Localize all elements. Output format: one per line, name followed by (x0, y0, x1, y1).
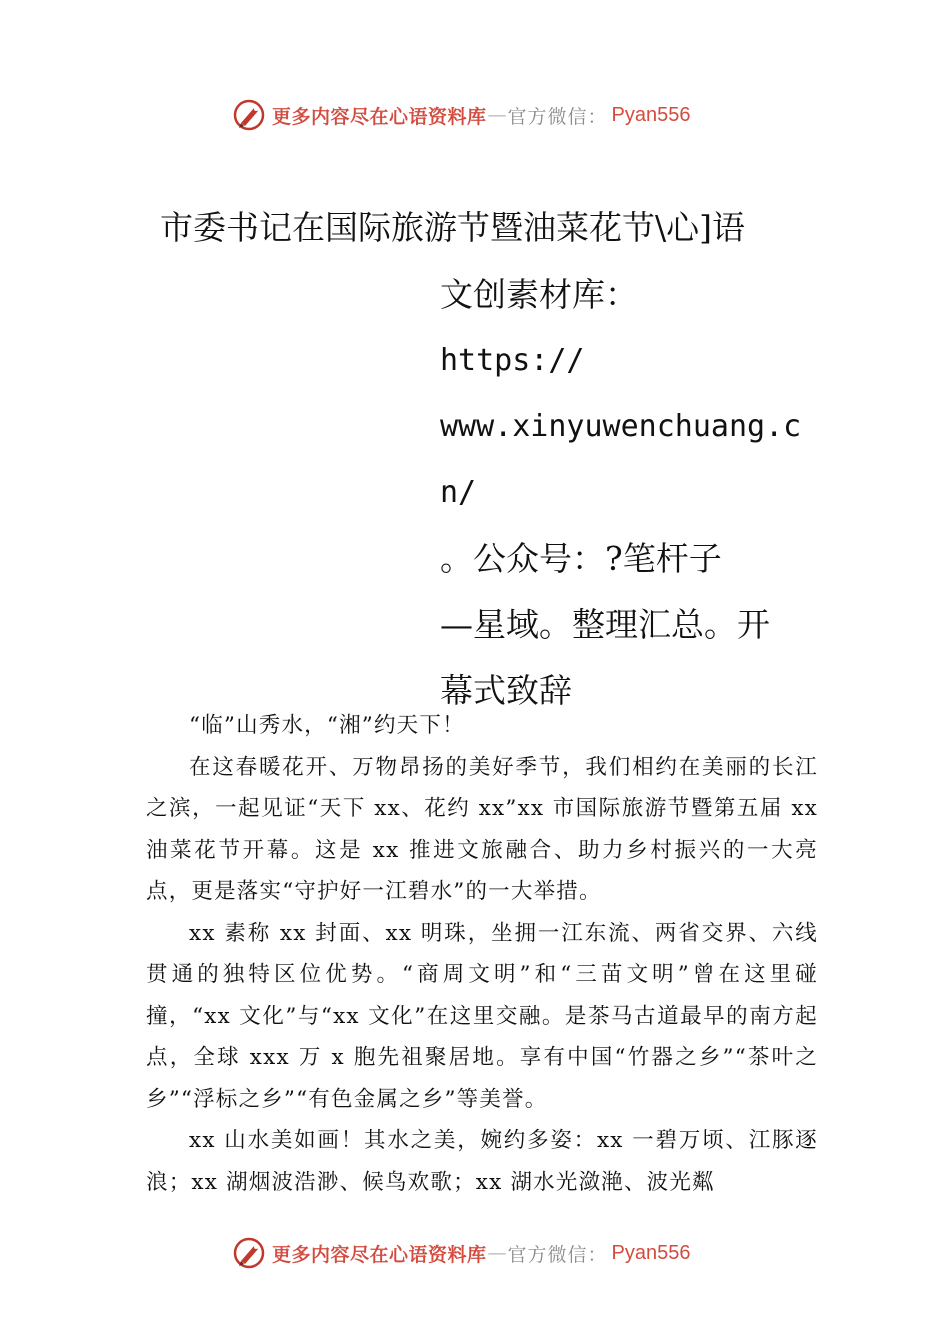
banner-wechat-label: 官方微信： (507, 1243, 608, 1266)
banner-wechat-label: 官方微信： (507, 105, 608, 128)
document-title-line-2: 文创素材库： (440, 275, 638, 314)
banner-separator: — (487, 1242, 507, 1264)
document-title-line-6: —星域。整理汇总。开 (440, 605, 770, 644)
banner-wechat-id: Pyan556 (611, 1241, 691, 1264)
document-title-line-5-url-end: n/ (440, 475, 477, 510)
pen-logo-icon (232, 98, 266, 132)
header-banner (232, 96, 752, 134)
document-title-line-7: 幕式致辞 (440, 671, 572, 710)
body-paragraph: xx 素称 xx 封面、xx 明珠，坐拥一江东流、两省交界、六线贯通的独特区位优势。“商周文明”和“三苗文明”曾在这里碰撞，“xx 文化”与“xx 文化”在这里交融。是茶马古道最早的南方起点，全球 xxx 万 x 胞先祖聚居地。享有中国“竹器之乡”“茶叶之乡”“浮标之乡”“有色金属之乡”等美誉。 (146, 920, 818, 1112)
body-paragraph: 在这春暖花开、万物昂扬的美好季节，我们相约在美丽的长江之滨，一起见证“天下 xx、花约 xx”xx 市国际旅游节暨第五届 xx 油菜花节开幕。这是 xx 推进文旅融合、助力乡村振兴的一大亮点，更是落实“守护好一江碧水”的一大举措。 (146, 754, 818, 904)
footer-banner (232, 1234, 752, 1272)
banner-lead-text: 更多内容尽在心语资料库 (272, 105, 487, 128)
document-title-line-1: 市委书记在国际旅游节暨油菜花节\心]语 (160, 208, 745, 247)
banner-wechat-id: Pyan556 (611, 103, 691, 126)
body-paragraph: xx 山水美如画！其水之美，婉约多姿：xx 一碧万顷、江豚逐浪；xx 湖烟波浩渺、候鸟欢歌；xx 湖水光潋滟、波光粼 (146, 1128, 818, 1195)
pen-logo-icon (232, 1236, 266, 1270)
document-title-line-5-text: 。公众号：?笔杆子 (440, 539, 722, 578)
document-title-line-3: https:// (440, 343, 585, 378)
document-title-line-5 (440, 460, 800, 592)
document-title-continuation (440, 262, 800, 724)
document-title-line-4: www.xinyuwenchuang.c (440, 409, 802, 444)
document-body (146, 705, 818, 1203)
banner-lead-text: 更多内容尽在心语资料库 (272, 1243, 487, 1266)
banner-separator: — (487, 104, 507, 126)
body-paragraph: “临”山秀水，“湘”约天下！ (189, 713, 465, 738)
